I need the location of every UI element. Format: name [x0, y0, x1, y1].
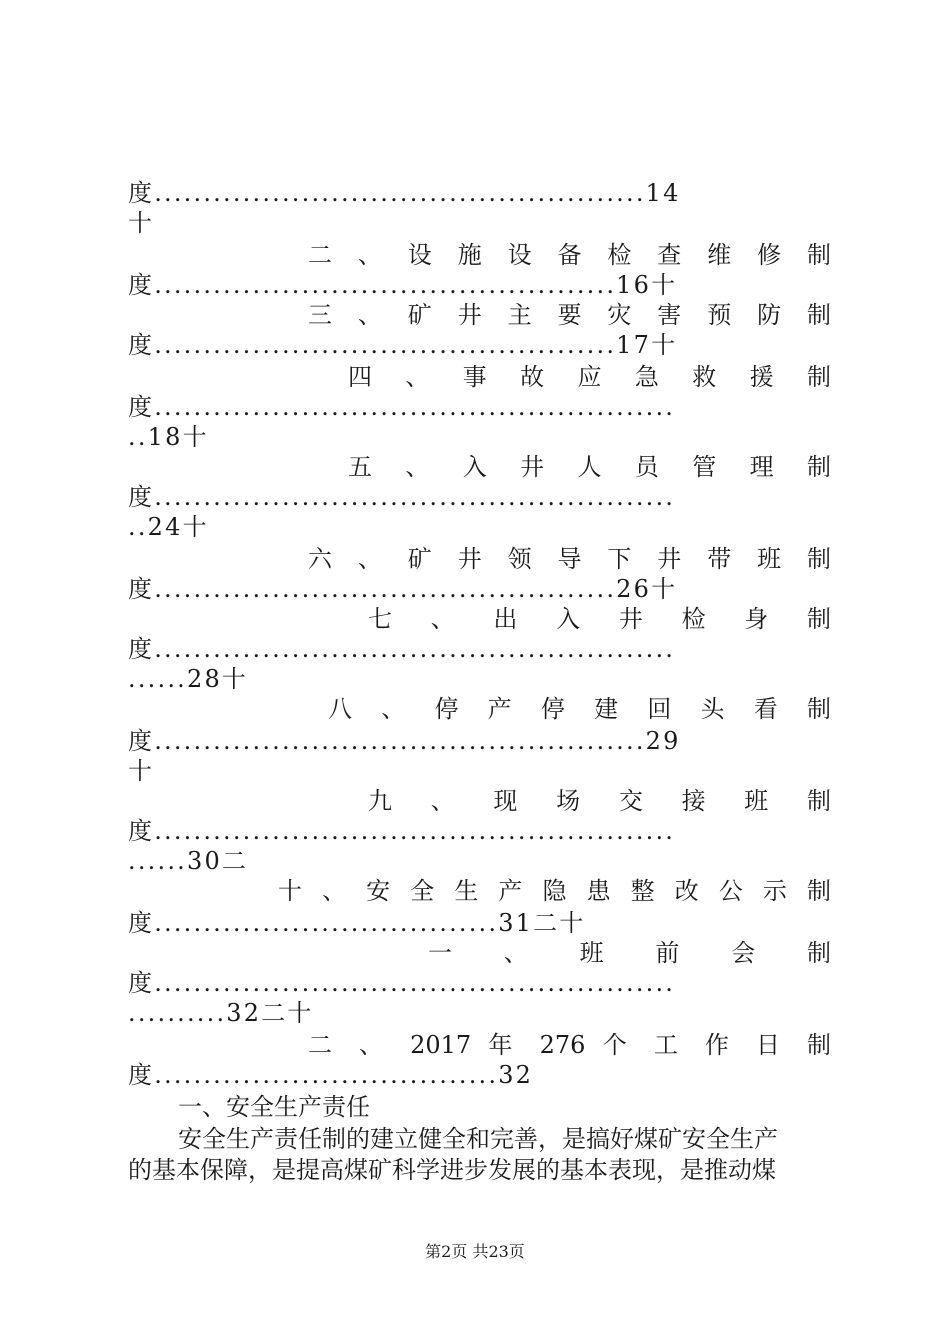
toc-line: 度...............................................16十 — [128, 271, 678, 299]
toc-line: ..18十 — [128, 423, 209, 451]
toc-line: ..24十 — [128, 513, 209, 541]
paragraph-line: 的基本保障，是提高煤矿科学进步发展的基本表现，是推动煤 — [128, 1156, 776, 1184]
toc-line: 十 — [128, 209, 152, 237]
paragraph-line: 安全生产责任制的建立健全和完善，是搞好煤矿安全生产 — [178, 1125, 778, 1153]
toc-line: ......28十 — [128, 665, 249, 693]
toc-line: 度...................................32 — [128, 1061, 534, 1089]
toc-line: ..........32二十 — [128, 999, 314, 1027]
toc-line: 度...............................................17十 — [128, 331, 678, 359]
toc-line: 度...................................31二十 — [128, 909, 586, 937]
toc-line: 十 、 安 全 生 产 隐 患 整 改 公 示 制 — [278, 877, 831, 905]
section-heading: 一、安全生产责任 — [178, 1093, 370, 1121]
toc-line: 度..................................................14 — [128, 179, 681, 207]
toc-line: 五 、 入 井 人 员 管 理 制 — [348, 453, 831, 481]
toc-line: 九 、 现 场 交 接 班 制 — [368, 787, 831, 815]
toc-line: 六 、 矿 井 领 导 下 井 带 班 制 — [308, 545, 831, 573]
toc-line: 度..................................................... — [128, 817, 676, 845]
toc-line: 一 、 班 前 会 制 — [428, 939, 831, 967]
page-footer: 第2页 共23页 — [425, 1242, 525, 1261]
toc-line: 度...............................................26十 — [128, 575, 678, 603]
toc-line: 度..................................................... — [128, 969, 676, 997]
toc-line: 四 、 事 故 应 急 救 援 制 — [348, 363, 831, 391]
toc-line: 二 、 设 施 设 备 检 查 维 修 制 — [308, 241, 831, 269]
toc-line: 度..................................................... — [128, 393, 676, 421]
toc-line: 度..................................................29 — [128, 727, 681, 755]
toc-line: 二 、 2017 年 276 个 工 作 日 制 — [308, 1031, 831, 1059]
toc-line: ......30二 — [128, 847, 249, 875]
toc-line: 七 、 出 入 井 检 身 制 — [368, 605, 831, 633]
toc-line: 八 、 停 产 停 建 回 头 看 制 — [328, 695, 831, 723]
toc-line: 度..................................................... — [128, 483, 676, 511]
toc-line: 十 — [128, 757, 152, 785]
toc-line: 度..................................................... — [128, 635, 676, 663]
toc-line: 三 、 矿 井 主 要 灾 害 预 防 制 — [308, 301, 831, 329]
